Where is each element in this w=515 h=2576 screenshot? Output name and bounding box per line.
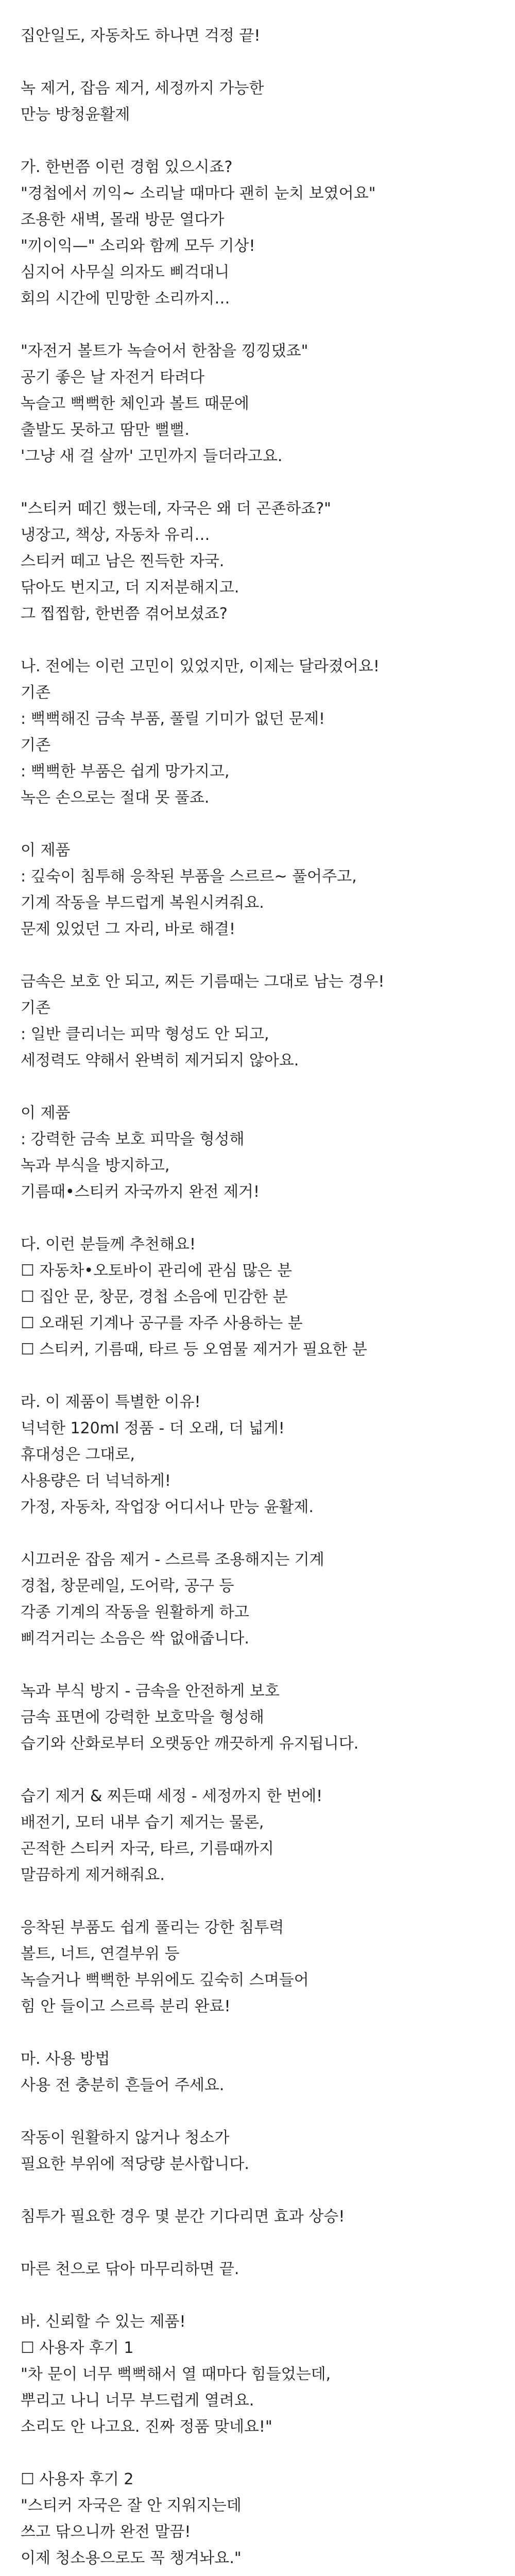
text-line: "스티커 자국은 잘 안 지워지는데 xyxy=(21,2497,242,2515)
paragraph-gap xyxy=(21,1652,494,1678)
text-line: 소리도 안 나고요. 진짜 정품 맞네요!" xyxy=(21,2418,272,2436)
paragraph-gap xyxy=(21,811,494,837)
text-line: 필요한 부위에 적당량 분사합니다. xyxy=(21,2155,249,2173)
text-line: 이 제품 xyxy=(21,1104,71,1122)
text-line: "자전거 볼트가 녹슬어서 한참을 낑낑댔죠" xyxy=(21,342,308,360)
text-line: 세정력도 약해서 완벽히 제거되지 않아요. xyxy=(21,1052,299,1070)
text-line: 시끄러운 잡음 제거 - 스르륵 조용해지는 기계 xyxy=(21,1551,324,1569)
text-line: 녹과 부식을 방지하고, xyxy=(21,1157,170,1175)
text-line: 조용한 새벽, 몰래 방문 열다가 xyxy=(21,211,225,229)
text-line: 습기와 산화로부터 오랫동안 깨끗하게 유지됩니다. xyxy=(21,1735,359,1753)
text-line: 녹 제거, 잡음 제거, 세정까지 가능한 xyxy=(21,79,264,97)
text-line: 바. 신뢰할 수 있는 제품! xyxy=(21,2313,186,2331)
text-line: 배전기, 모터 내부 습기 제거는 물론, xyxy=(21,1814,264,1832)
paragraph-gap xyxy=(21,2230,494,2256)
text-line: ☐ 스티커, 기름때, 타르 등 오염물 제거가 필요한 분 xyxy=(21,1341,367,1359)
text-line: "스티커 떼긴 했는데, 자국은 왜 더 곤죤하죠?" xyxy=(21,500,331,518)
text-line: 녹슬거나 뻑뻑한 부위에도 깊숙히 스며들어 xyxy=(21,1971,309,1989)
text-line: 녹은 손으로는 절대 못 풀죠. xyxy=(21,789,210,807)
text-line: 말끔하게 제거해줘요. xyxy=(21,1866,165,1884)
text-line: 금속은 보호 안 되고, 찌든 기름때는 그대로 남는 경우! xyxy=(21,973,385,991)
text-line: 스티커 떼고 남은 찐득한 자국. xyxy=(21,552,225,570)
text-line: 만능 방청윤활제 xyxy=(21,106,130,124)
text-line: 기존 xyxy=(21,999,50,1017)
text-line: 기존 xyxy=(21,736,50,754)
text-line: 응착된 부품도 쉽게 풀리는 강한 침투력 xyxy=(21,1919,284,1937)
paragraph-gap xyxy=(21,1074,494,1100)
text-line: 공기 좋은 날 자전거 타려다 xyxy=(21,368,204,386)
paragraph-gap xyxy=(21,1757,494,1783)
text-line: ☐ 집안 문, 창문, 경첩 소음에 민감한 분 xyxy=(21,1288,288,1306)
paragraph-gap xyxy=(21,1205,494,1231)
text-line: 문제 있었던 그 자리, 바로 해결! xyxy=(21,920,236,938)
text-line: 나. 전에는 이런 고민이 있었지만, 이제는 달라졌어요! xyxy=(21,657,380,675)
text-line: 녹슬고 뻑뻑한 체인과 볼트 때문에 xyxy=(21,395,249,413)
text-line: 마른 천으로 닦아 마무리하면 끝. xyxy=(21,2260,239,2278)
paragraph-gap xyxy=(21,1363,494,1389)
paragraph-gap xyxy=(21,2282,494,2309)
text-line: 침투가 필요한 경우 몇 분간 기다리면 효과 상승! xyxy=(21,2208,345,2226)
text-line: : 깊숙이 침투해 응착된 부품을 스르르~ 풀어주고, xyxy=(21,868,357,886)
text-line: "경첩에서 끼익~ 소리날 때마다 괜히 눈치 보였어요" xyxy=(21,184,376,202)
paragraph-gap xyxy=(21,2571,494,2576)
paragraph-gap xyxy=(21,627,494,653)
text-line: 힘 안 들이고 스르륵 분리 완료! xyxy=(21,1997,231,2015)
text-line: 이제 청소용으로도 꼭 챙겨놔요." xyxy=(21,2549,242,2567)
text-line: 회의 시간에 민망한 소리까지… xyxy=(21,290,230,308)
text-line: "끼이익—" 소리와 함께 모두 기상! xyxy=(21,237,255,255)
paragraph-gap xyxy=(21,469,494,496)
text-line: 심지어 사무실 의자도 삐걱대니 xyxy=(21,263,230,281)
text-line: 마. 사용 방법 xyxy=(21,2050,110,2068)
text-line: 닦아도 번지고, 더 지저분해지고. xyxy=(21,579,239,597)
paragraph-gap xyxy=(21,942,494,969)
text-line: 넉넉한 120ml 정품 - 더 오래, 더 넓게! xyxy=(21,1419,285,1437)
paragraph-gap xyxy=(21,312,494,338)
text-line: 사용 전 충분히 흔들어 주세요. xyxy=(21,2076,225,2094)
text-line: 냉장고, 책상, 자동차 유리… xyxy=(21,526,210,544)
text-line: 각종 기계의 작동을 원활하게 하고 xyxy=(21,1603,249,1621)
paragraph-gap xyxy=(21,2440,494,2466)
text-line: ☐ 자동차•오토바이 관리에 관심 많은 분 xyxy=(21,1262,292,1280)
text-line: 가. 한번쯤 이런 경험 있으시죠? xyxy=(21,158,233,176)
paragraph-gap xyxy=(21,1888,494,1914)
paragraph-gap xyxy=(21,128,494,154)
text-line: 가정, 자동차, 작업장 어디서나 만능 윤활제. xyxy=(21,1498,314,1516)
text-line: 경첩, 창문레일, 도어락, 공구 등 xyxy=(21,1577,234,1595)
text-line: 습기 제거 & 찌든때 세정 - 세정까지 한 번에! xyxy=(21,1787,323,1805)
text-line: 휴대성은 그대로, xyxy=(21,1446,135,1464)
text-line: 쓰고 닦으니까 완전 말끔! xyxy=(21,2523,191,2541)
text-line: : 뻑뻑한 부품은 쉽게 망가지고, xyxy=(21,762,230,781)
text-line: 출발도 못하고 땀만 뻘뻘. xyxy=(21,421,190,439)
text-line: "차 문이 너무 뻑뻑해서 열 때마다 힘들었는데, xyxy=(21,2365,331,2383)
text-line: 그 찝찝함, 한번쯤 겪어보셨죠? xyxy=(21,605,228,623)
text-line: : 뻑뻑해진 금속 부품, 풀릴 기미가 없던 문제! xyxy=(21,710,325,728)
paragraph-gap xyxy=(21,49,494,75)
text-line: 뿌리고 나니 너무 부드럽게 열려요. xyxy=(21,2392,254,2410)
text-line: 다. 이런 분들께 추천해요! xyxy=(21,1235,196,1253)
text-line: 이 제품 xyxy=(21,841,71,859)
text-line: 기계 작동을 부드럽게 복원시켜줘요. xyxy=(21,894,264,912)
text-line: : 강력한 금속 보호 피막을 형성해 xyxy=(21,1130,245,1148)
text-line: 볼트, 너트, 연결부위 등 xyxy=(21,1945,180,1963)
text-line: '그냥 새 걸 살까' 고민까지 들더라고요. xyxy=(21,447,283,465)
paragraph-gap xyxy=(21,1520,494,1547)
paragraph-gap xyxy=(21,2098,494,2125)
text-line: : 일반 클리너는 피막 형성도 안 되고, xyxy=(21,1025,269,1043)
text-line: ☐ 사용자 후기 2 xyxy=(21,2470,134,2488)
text-line: 작동이 원활하지 않거나 청소가 xyxy=(21,2129,230,2147)
text-line: 금속 표면에 강력한 보호막을 형성해 xyxy=(21,1708,264,1726)
text-line: 기존 xyxy=(21,684,50,702)
text-line: 삐걱거리는 소음은 싹 없애줍니다. xyxy=(21,1630,249,1648)
text-line: 라. 이 제품이 특별한 이유! xyxy=(21,1393,201,1411)
text-line: 사용량은 더 넉넉하게! xyxy=(21,1472,171,1490)
text-line: 기름때•스티커 자국까지 완전 제거! xyxy=(21,1183,260,1201)
paragraph-gap xyxy=(21,2020,494,2046)
text-line: 집안일도, 자동차도 하나면 걱정 끝! xyxy=(21,27,261,45)
text-line: ☐ 사용자 후기 1 xyxy=(21,2339,134,2357)
text-line: 녹과 부식 방지 - 금속을 안전하게 보호 xyxy=(21,1682,280,1700)
text-line: 곤적한 스티커 자국, 타르, 기름때까지 xyxy=(21,1840,274,1858)
paragraph-gap xyxy=(21,2177,494,2204)
text-line: ☐ 오래된 기계나 공구를 자주 사용하는 분 xyxy=(21,1314,303,1332)
